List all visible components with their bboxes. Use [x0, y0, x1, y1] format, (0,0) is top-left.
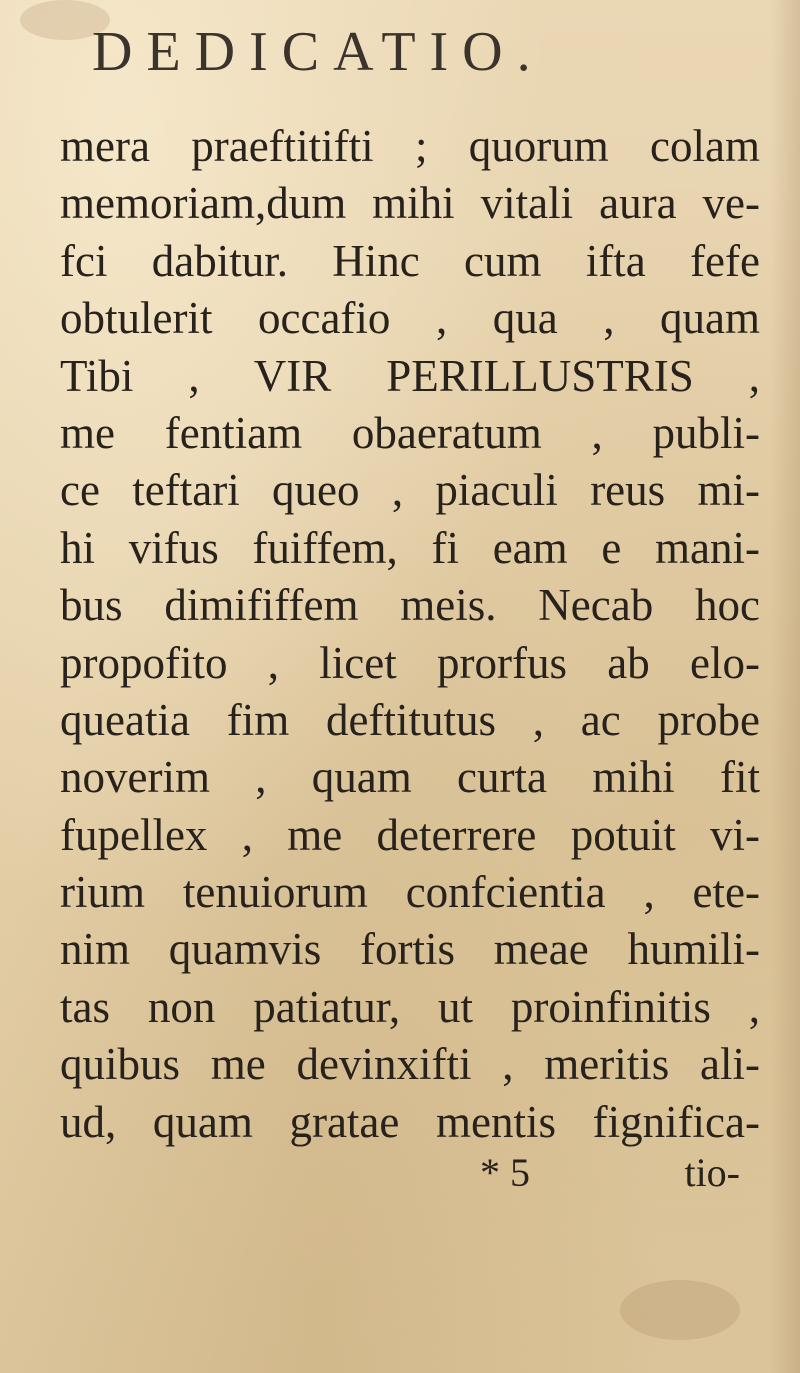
- body-text: [60, 118, 760, 1151]
- text-line: noverim , quam curta mihi fit: [60, 752, 760, 803]
- text-line: tas non patiatur, ut proinfinitis ,: [60, 981, 760, 1032]
- text-line: quibus me devinxifti , meritis ali-: [60, 1039, 760, 1090]
- page-footer: [60, 1148, 740, 1198]
- text-line: ud, quam gratae mentis fignifica-: [60, 1096, 760, 1147]
- text-line: memoriam,dum mihi vitali aura ve-: [60, 178, 760, 229]
- text-line: nim quamvis fortis meae humili-: [60, 924, 760, 975]
- text-line: obtulerit occafio , qua , quam: [60, 293, 760, 344]
- text-line: fci dabitur. Hinc cum ifta fefe: [60, 235, 760, 286]
- page-stain: [620, 1280, 740, 1340]
- catchword: tio-: [684, 1150, 740, 1195]
- text-line: Tibi , VIR PERILLUSTRIS ,: [60, 350, 760, 401]
- text-line: fupellex , me deterrere potuit vi-: [60, 809, 760, 860]
- text-line: me fentiam obaeratum , publi-: [60, 407, 760, 458]
- running-header: DEDICATIO.: [92, 21, 545, 83]
- text-line: queatia fim deftitutus , ac probe: [60, 694, 760, 745]
- text-line: ce teftari queo , piaculi reus mi-: [60, 465, 760, 516]
- text-line: mera praeftitifti ; quorum colam: [60, 121, 760, 171]
- signature-mark: * 5: [480, 1150, 530, 1195]
- page-edge-shadow: [770, 0, 800, 1373]
- text-line: hi vifus fuiffem, fi eam e mani-: [60, 522, 760, 573]
- text-line: bus dimififfem meis. Necab hoc: [60, 580, 760, 631]
- text-line: propofito , licet prorfus ab elo-: [60, 637, 760, 688]
- text-line: rium tenuiorum confcientia , ete-: [60, 867, 760, 918]
